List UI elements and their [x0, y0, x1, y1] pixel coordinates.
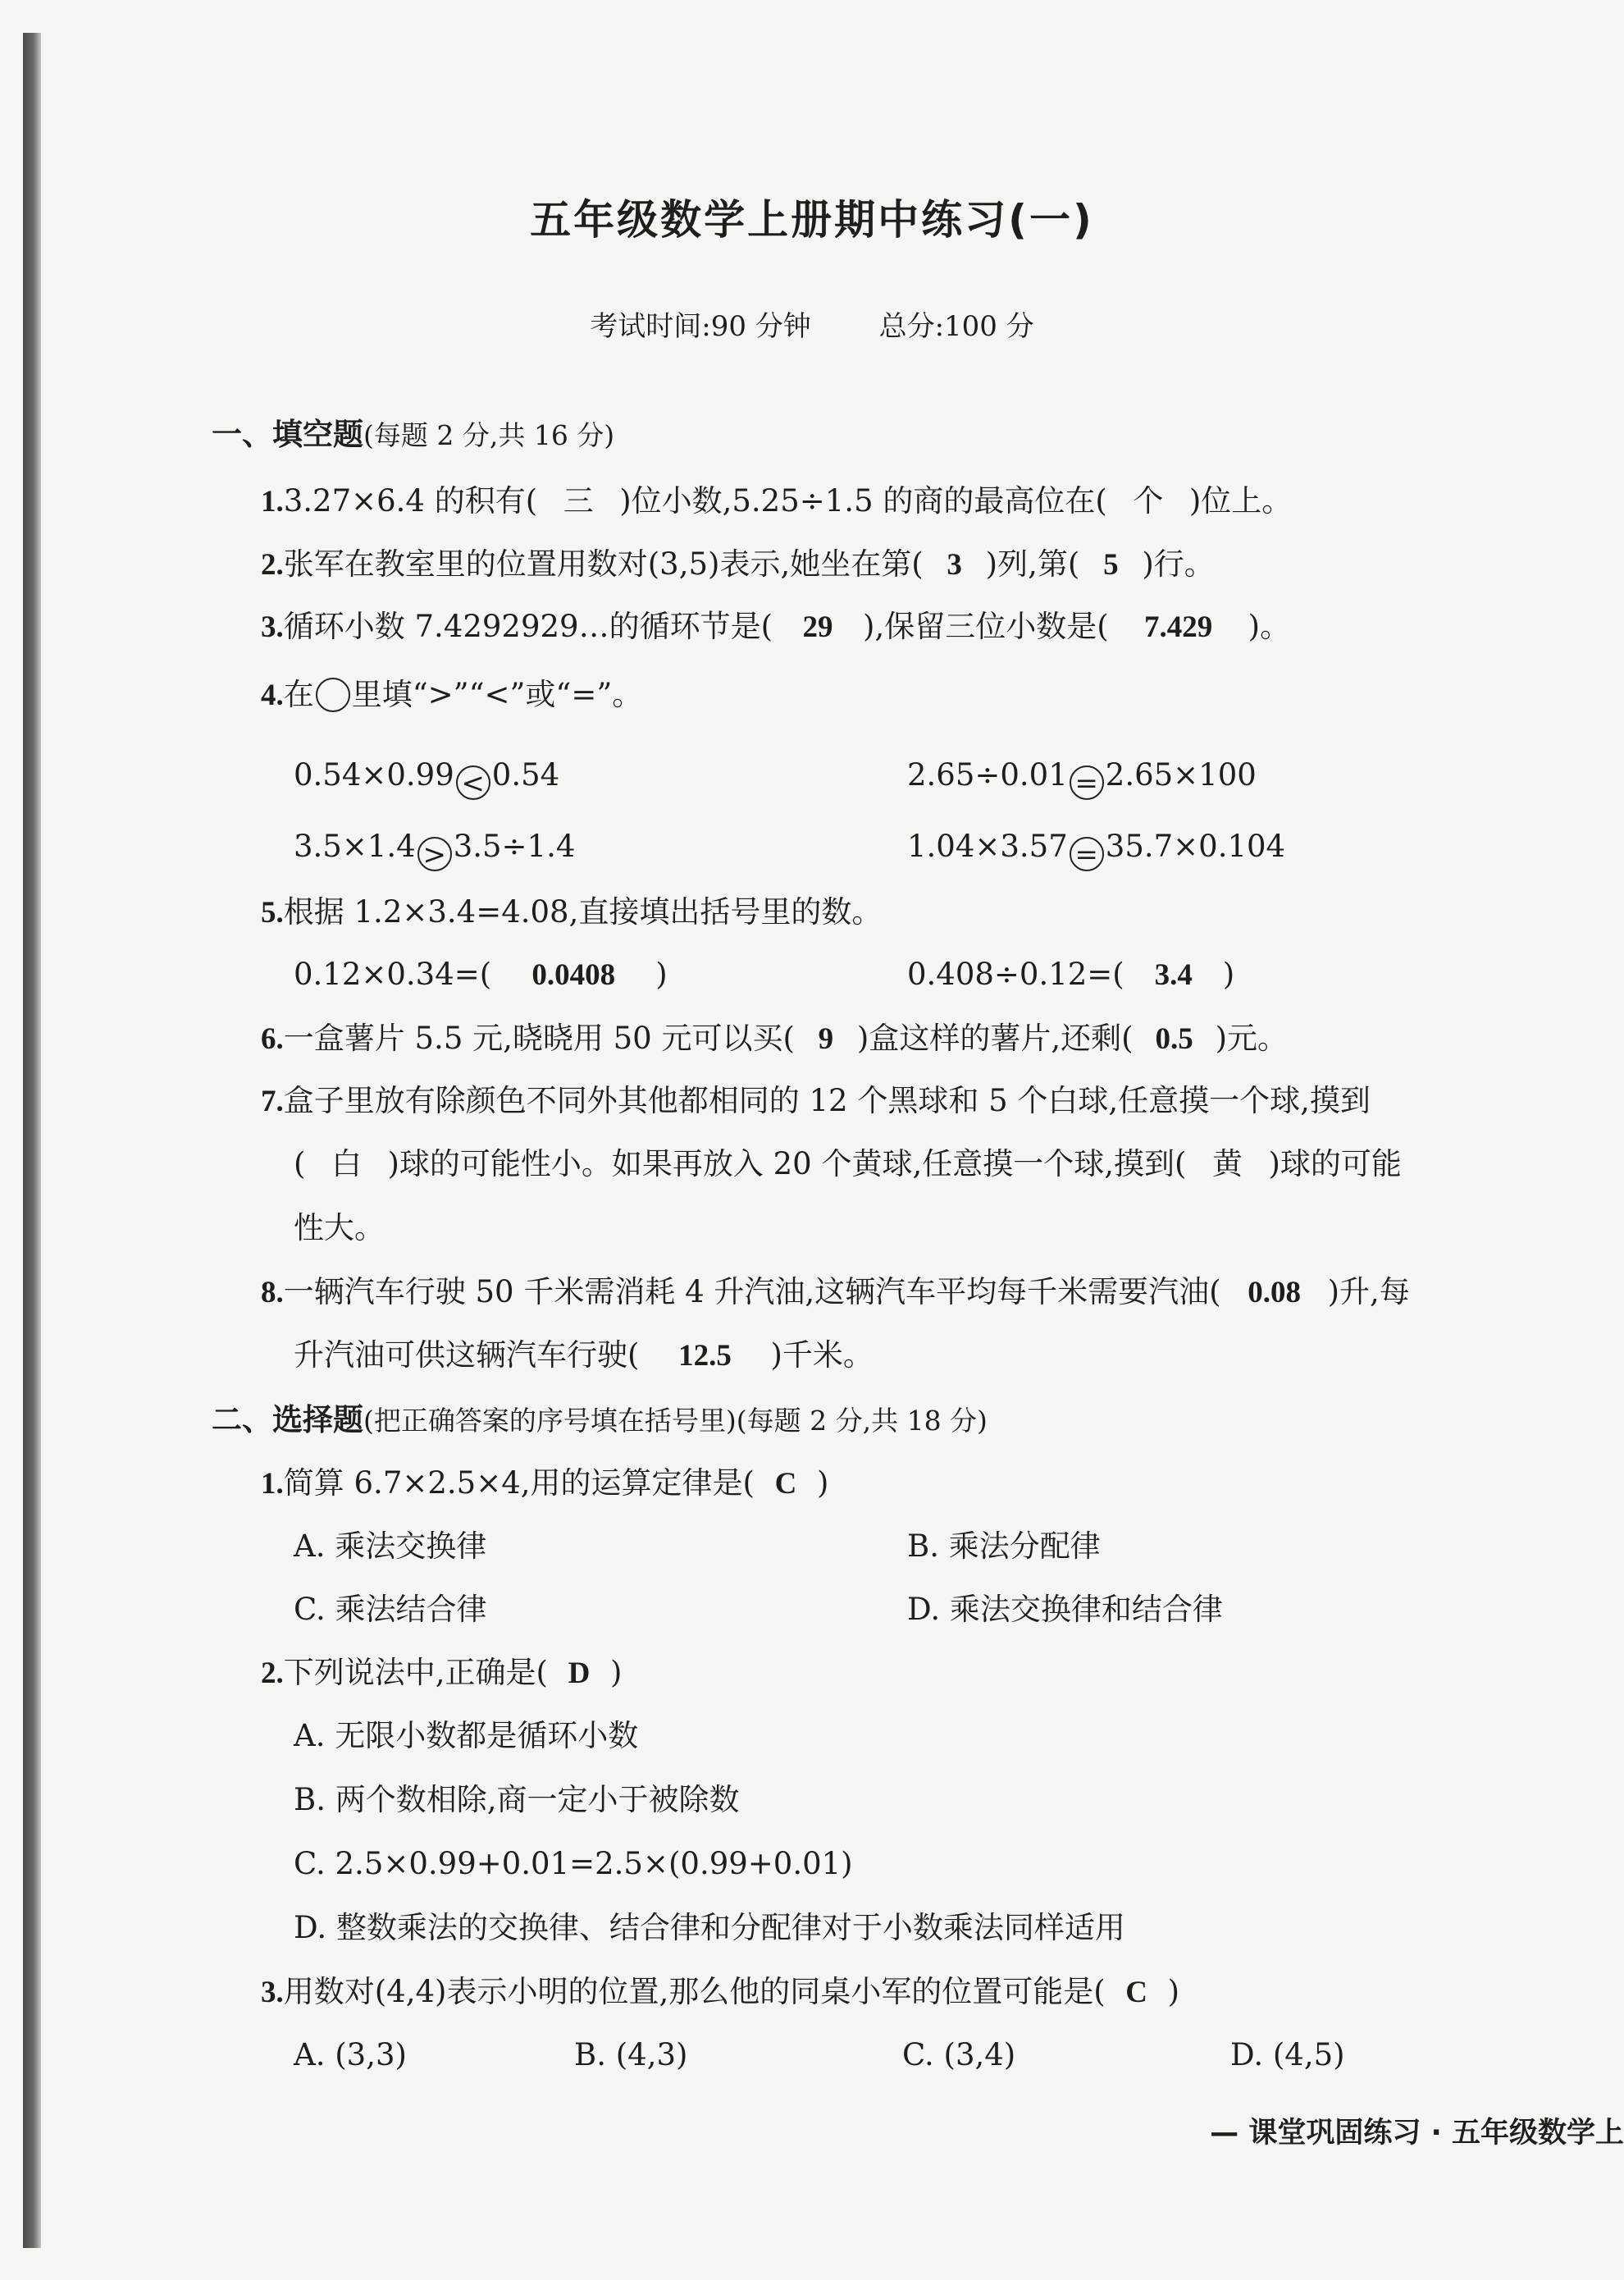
- answer: 29: [802, 610, 833, 644]
- compare-item: 0.54×0.99 < 0.54: [294, 757, 560, 800]
- answer: 7.429: [1144, 610, 1213, 644]
- option: B. 乘法分配律: [907, 1528, 1101, 1564]
- option: D. 乘法交换律和结合律: [907, 1592, 1223, 1627]
- compare-circle: >: [417, 837, 452, 871]
- answer: 9: [818, 1022, 834, 1056]
- page-footer: — 课堂巩固练习 · 五年级数学上: [1210, 2117, 1624, 2150]
- option: A. 乘法交换律: [294, 1528, 487, 1564]
- compare-circle: =: [1070, 765, 1104, 800]
- q5-item-2: 0.408÷0.12=( 3.4 ): [907, 955, 1234, 995]
- answer: 0.08: [1248, 1276, 1301, 1309]
- question-2-1: 1.简算 6.7×2.5×4,用的运算定律是( C ): [261, 1464, 828, 1504]
- compare-item: 2.65÷0.01 = 2.65×100: [907, 757, 1257, 800]
- compare-item: 3.5×1.4 > 3.5÷1.4: [294, 829, 576, 871]
- answer: 白: [331, 1148, 362, 1181]
- option: B. 两个数相除,商一定小于被除数: [294, 1782, 740, 1817]
- question-2-3: 3.用数对(4,4)表示小明的位置,那么他的同桌小军的位置可能是( C ): [261, 1972, 1179, 2013]
- exam-time: 考试时间:90 分钟: [590, 310, 811, 343]
- answer: C: [1125, 1976, 1148, 2009]
- question-1-3: 3.循环小数 7.4292929…的循环节是( 29 ),保留三位小数是( 7.429 )。: [261, 607, 1290, 647]
- option: B. (4,3): [574, 2037, 688, 2072]
- question-1-5: 5.根据 1.2×3.4=4.08,直接填出括号里的数。: [261, 894, 883, 930]
- section1-heading: 一、填空题(每题 2 分,共 16 分): [212, 417, 615, 452]
- answer: 个: [1133, 485, 1164, 519]
- compare-circle: =: [1070, 837, 1104, 871]
- compare-item: 1.04×3.57 = 35.7×0.104: [907, 829, 1286, 871]
- answer: 黄: [1211, 1148, 1243, 1181]
- answer: 三: [563, 485, 594, 519]
- compare-circle: <: [456, 765, 490, 800]
- answer: 12.5: [678, 1339, 732, 1373]
- answer: 3.4: [1154, 958, 1193, 992]
- option: C. (3,4): [902, 2037, 1016, 2072]
- question-1-7-cont: ( 白 )球的可能性小。如果再放入 20 个黄球,任意摸一个球,摸到( 黄 )球的可能: [294, 1145, 1402, 1185]
- question-2-2: 2.下列说法中,正确是( D ): [261, 1653, 622, 1693]
- question-1-7-end: 性大。: [294, 1210, 385, 1245]
- binding-shadow: [23, 33, 41, 2248]
- blank-circle-icon: [316, 678, 350, 712]
- answer: 0.5: [1155, 1022, 1193, 1056]
- section2-heading: 二、选择题(把正确答案的序号填在括号里)(每题 2 分,共 18 分): [212, 1402, 988, 1437]
- question-1-4: 4.在 里填“>”“<”或“=”。: [261, 677, 643, 712]
- question-1-8: 8.一辆汽车行驶 50 千米需消耗 4 升汽油,这辆汽车平均每千米需要汽油( 0.08 )升,每: [261, 1273, 1410, 1313]
- question-1-7: 7.盒子里放有除颜色不同外其他都相同的 12 个黑球和 5 个白球,任意摸一个球,摸到: [261, 1083, 1371, 1118]
- exam-info: [0, 304, 1624, 344]
- option: D. (4,5): [1230, 2037, 1345, 2072]
- answer: 3: [947, 548, 962, 582]
- question-1-2: 2.张军在教室里的位置用数对(3,5)表示,她坐在第( 3 )列,第( 5 )行。: [261, 545, 1215, 585]
- option: C. 2.5×0.99+0.01=2.5×(0.99+0.01): [294, 1846, 853, 1881]
- q5-item-1: 0.12×0.34=( 0.0408 ): [294, 955, 668, 995]
- question-1-6: 6.一盒薯片 5.5 元,晓晓用 50 元可以买( 9 )盒这样的薯片,还剩( 0.5 )元。: [261, 1019, 1288, 1059]
- answer: 0.0408: [531, 958, 616, 992]
- option: C. 乘法结合律: [294, 1592, 487, 1627]
- option: A. 无限小数都是循环小数: [294, 1718, 639, 1753]
- page-title: 五年级数学上册期中练习(一): [530, 196, 1094, 244]
- answer: D: [568, 1656, 591, 1690]
- option: A. (3,3): [294, 2037, 407, 2072]
- total-score: 总分:100 分: [878, 310, 1034, 343]
- answer: 5: [1103, 548, 1119, 582]
- question-1-1: 1.3.27×6.4 的积有( 三 )位小数,5.25÷1.5 的商的最高位在( 个 )位上。: [261, 482, 1292, 522]
- answer: C: [774, 1467, 797, 1501]
- option: D. 整数乘法的交换律、结合律和分配律对于小数乘法同样适用: [294, 1910, 1125, 1945]
- question-1-8-cont: 升汽油可供这辆汽车行驶( 12.5 )千米。: [294, 1336, 874, 1376]
